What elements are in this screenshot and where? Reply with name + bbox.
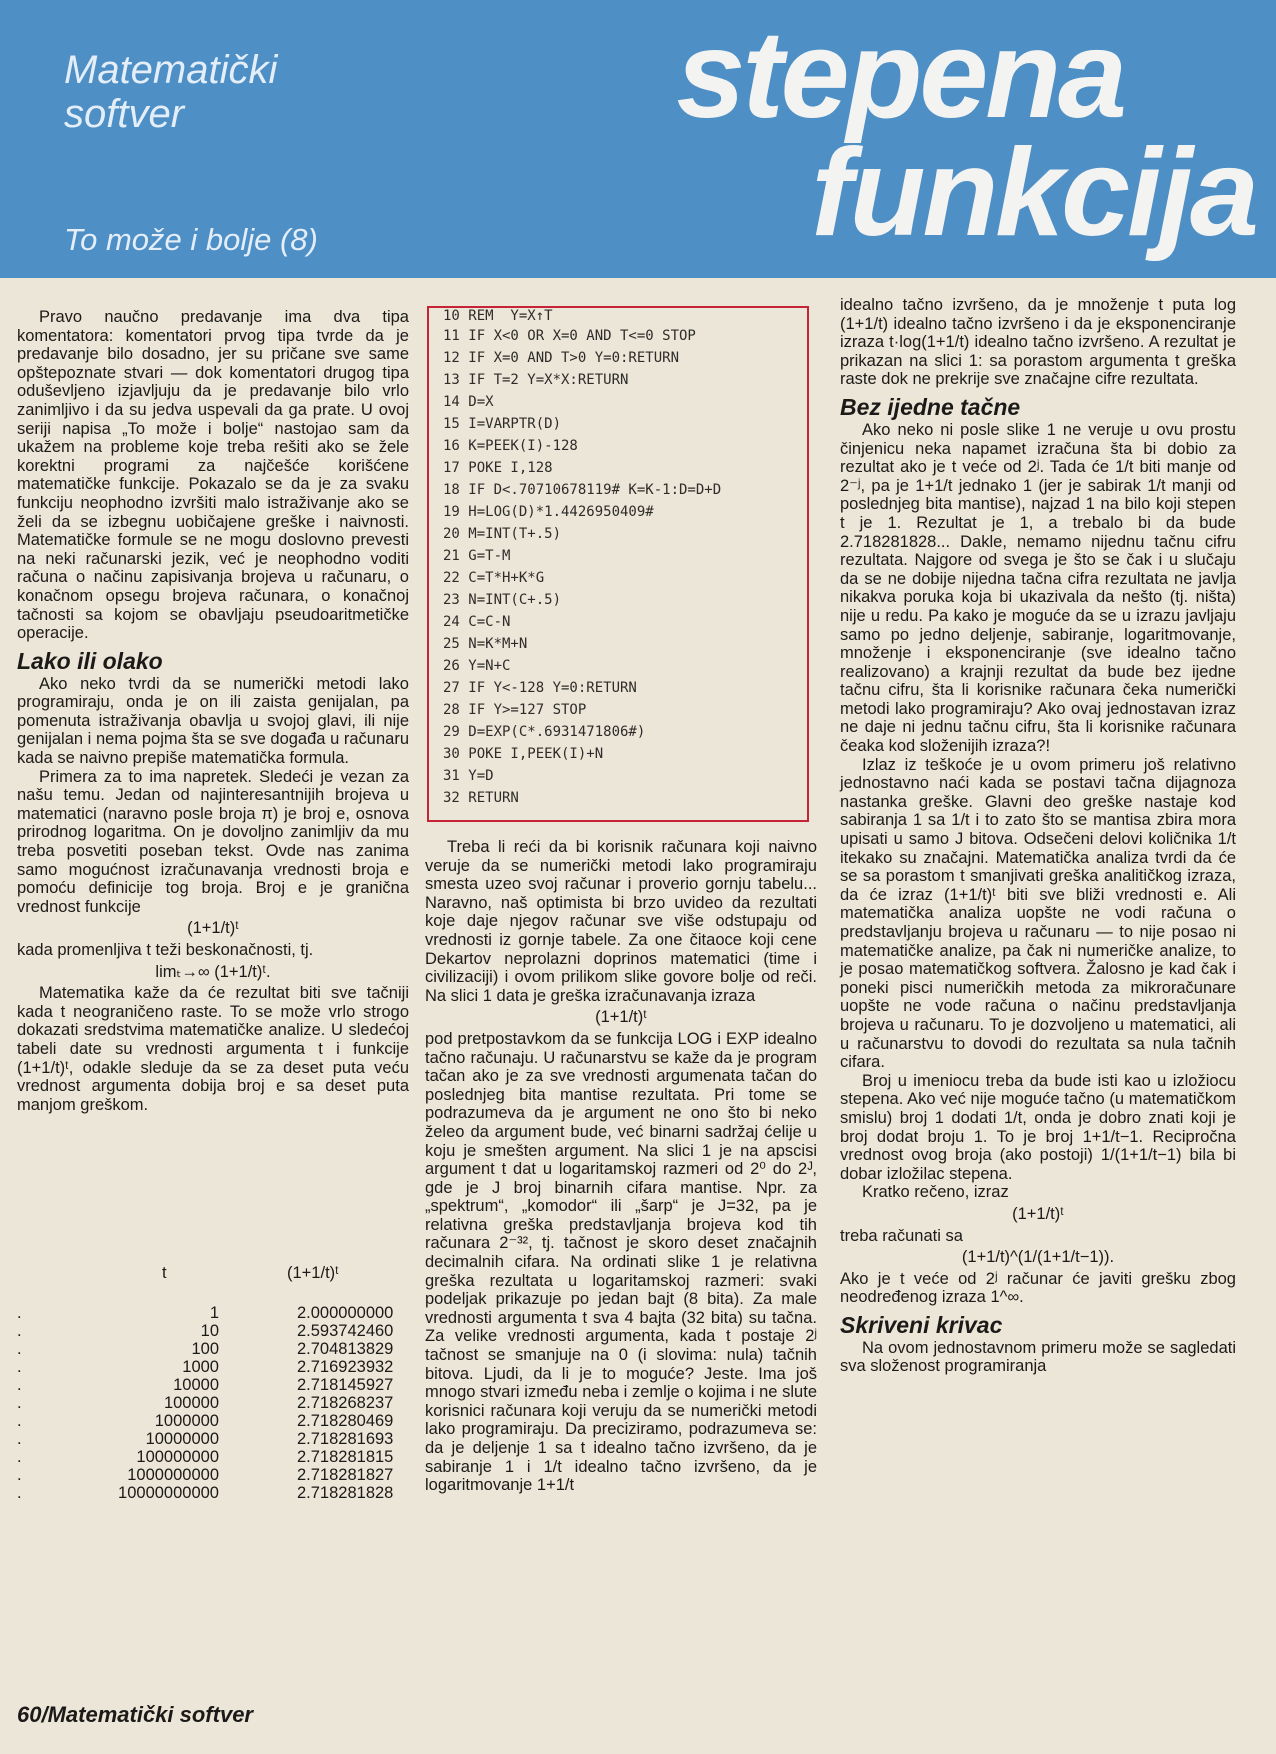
cell-value: 2.718268237: [297, 1394, 394, 1412]
table-row: [17, 1376, 409, 1394]
paragraph: pod pretpostavkom da se funkcija LOG i EXP idealno tačno računaju. U računarstvu se kaže da je program tačan ako je za sve vrednosti argumenata tačan do poslednjeg bita mantise rezultata. Pri tome se podrazumeva da je argument ne ono što bi neko želeo da argument bude, već binarni sadržaj ćelije u koju je smešten argument. Na slici 1 je na apscisi argument t dat u logaritamskoj razmeri od 2⁰ do 2ᴶ, gde je J broj binarnih cifara mantise. Npr. za „spektrum“, „komodor“ ili „šarp“ je J=32, pa je relativna greška predstavljanja brojeva kod tih računara 2⁻³², tj. tačnost je skoro deset značajnih decimalnih cifara. Na ordinati slike 1 je relativna greška rezultata u logaritamskoj razmeri: svaki podeljak prikazuje po jedan bajt (8 bita). Za male vrednosti argumenta t sva 4 bajta (32 bita) su tačna. Za velike vrednosti argumenta, kada t postaje 2ʲ tačnost se smanjuje na 0 (i slovima: nula) tačnih bitova. Ljudi, da li je to moguće? Jeste. Ima još mnogo stvari između neba i zemlje o kojima i ne slute korisnici računara koji veruju da se numerički metodi lako programiraju. Da preciziramo, podrazumeva se: da je deljenje 1 sa t idealno tačno izvršeno, da je sabiranje 1 i 1/t idealno tačno izvršeno, da je logaritmovanje 1+1/t: [425, 1029, 817, 1495]
cell-t: 1000000: [154, 1412, 219, 1430]
code-line: 14 D=X: [443, 394, 494, 410]
cell-t: 100000000: [136, 1448, 219, 1466]
values-table: [17, 1264, 409, 1614]
row-dot: .: [17, 1448, 22, 1466]
column-3: [840, 296, 1236, 1376]
formula: (1+1/t)ᵗ: [595, 1008, 647, 1027]
formula: limₜ→∞ (1+1/t)ᵗ.: [155, 962, 271, 981]
table-row: [17, 1430, 409, 1448]
paragraph: Pravo naučno predavanje ima dva tipa komentatora: komentatori prvog tipa tvrde da je predavanje bilo dosadno, jer su pričane sve same opštepoznate stvari — dok komentatori drugog tipa oduševljeno izjavljuju da je predavanje bilo vrlo zanimljivo i da su jedva uspevali da ga prate. U ovoj seriji napisa „To može i bolje“ nastojao sam da ukažem na probleme koje treba rešiti ako se žele korektni programi za najčešće korišćene matematičke funkcije. Pokazalo se da je za svaku funkciju neophodno izvršiti malo istraživanje ako se želi da se izbegnu uobičajene greške i naivnosti. Matematičke formule se ne mogu doslovno prevesti na neki računarski jezik, već je neophodno voditi računa o načinu zapisivanja brojeva u računaru, o konačnom opsegu brojeva računara, o konačnoj tačnosti sa kojom se obavljaju pseudoaritmetičke operacije.: [17, 308, 409, 643]
code-line: 10 REM Y=X↑T: [443, 308, 553, 324]
article-title-line1: stepena: [676, 6, 1124, 144]
section-title-line1: Matematički: [64, 48, 278, 92]
cell-value: 2.718280469: [297, 1412, 394, 1430]
table-header-t: t: [162, 1264, 167, 1282]
cell-t: 1: [209, 1304, 219, 1322]
code-line: 28 IF Y>=127 STOP: [443, 702, 587, 718]
section-title-line2: softver: [64, 92, 185, 136]
cell-value: 2.000000000: [297, 1304, 394, 1322]
row-dot: .: [17, 1340, 22, 1358]
table-row: [17, 1394, 409, 1412]
paragraph: Matematika kaže da će rezultat biti sve tačniji kada t neograničeno raste. To se može vrlo strogo dokazati sredstvima matematičke analize. U sledećoj tabeli date su vrednosti argumenta t i funkcije (1+1/t)ᵗ, odakle sleduje da se za deset puta veću vrednost argumenta dobija broj e sa deset puta manjom greškom.: [17, 984, 409, 1114]
cell-t: 10000000000: [118, 1484, 219, 1502]
table-row: [17, 1304, 409, 1322]
code-line: 23 N=INT(C+.5): [443, 592, 562, 608]
cell-t: 10000: [173, 1376, 219, 1394]
subheading: Skriveni krivac: [840, 1311, 1003, 1338]
cell-value: 2.718281693: [297, 1430, 394, 1448]
code-line: 25 N=K*M+N: [443, 636, 528, 652]
row-dot: .: [17, 1358, 22, 1376]
cell-t: 1000000000: [127, 1466, 219, 1484]
code-line: 16 K=PEEK(I)-128: [443, 438, 578, 454]
paragraph: Na ovom jednostavnom primeru može se sagledati sva složenost programiranja: [840, 1338, 1236, 1376]
paragraph: Broj u imeniocu treba da bude isti kao u izložiocu stepena. Ako već nije moguće tačno (u matematičkom smislu) broj 1 dodati 1/t, onda je dobro znati koji je broj dodat broju 1. To je broj 1+1/t−1. Recipročna vrednost ovog broja (ako postoji) 1/(1+1/t−1) bila bi dobar izložilac stepena.: [840, 1071, 1236, 1183]
table-row: [17, 1340, 409, 1358]
code-line: 12 IF X=0 AND T>0 Y=0:RETURN: [443, 350, 680, 366]
article-title: [676, 6, 1256, 262]
header-banner: [0, 0, 1276, 278]
subheading: Bez ijedne tačne: [840, 393, 1021, 420]
row-dot: .: [17, 1394, 22, 1412]
code-line: 30 POKE I,PEEK(I)+N: [443, 746, 604, 762]
table-row: [17, 1322, 409, 1340]
code-line: 29 D=EXP(C*.6931471806#): [443, 724, 646, 740]
code-line: 32 RETURN: [443, 790, 519, 806]
code-line: 11 IF X<0 OR X=0 AND T<=0 STOP: [443, 328, 696, 344]
column-1: [17, 308, 409, 1114]
row-dot: .: [17, 1466, 22, 1484]
table-row: [17, 1466, 409, 1484]
cell-t: 100: [191, 1340, 219, 1358]
code-line: 13 IF T=2 Y=X*X:RETURN: [443, 372, 629, 388]
row-dot: .: [17, 1376, 22, 1394]
cell-value: 2.593742460: [297, 1322, 394, 1340]
table-header-function: (1+1/t)ᵗ: [287, 1264, 339, 1282]
paragraph: Ako neko ni posle slike 1 ne veruje u ovu prostu činjenicu neka napamet izračuna šta bi dobio za rezultat ako je t veće od 2ʲ. Tada će 1/t biti manje od 2⁻ʲ, pa je 1+1/t jednako 1 (jer je sabirak 1/t manji od poslednjeg bita mantise), najzad 1 na bilo koji stepen t je 1. Rezultat je 1, a trebalo bi da bude 2.718281828... Dakle, nemamo nijednu tačnu cifru rezultata. Najgore od svega je što se čak i u slučaju da se ne dobije nijedna tačna cifra rezultata ne javlja nikakva poruka koja bi ukazivala da nešto (tj. ništa) nije u redu. Pa kako je moguće da se u izrazu javljaju samo po jedno deljenje, sabiranje, logaritmovanje, množenje i eksponenciranje (sve idealno tačno realizovano) a krajnji rezultat da bude bez ijedne tačnu cifru, šta li korisnike računara čeka numerički metodi lako programiraju? Ako ovaj jednostavan izraz ne daje ni jednu tačnu cifru, šta li korisnike računara čeaka kod složenijih izraza?!: [840, 420, 1236, 756]
table-row: [17, 1412, 409, 1430]
article-title-line2: funkcija: [811, 124, 1256, 262]
table-row: [17, 1484, 409, 1502]
code-line: 26 Y=N+C: [443, 658, 511, 674]
code-line: 18 IF D<.70710678119# K=K-1:D=D+D: [443, 482, 722, 498]
paragraph: kada promenljiva t teži beskonačnosti, tj.: [17, 941, 314, 959]
cell-value: 2.716923932: [297, 1358, 394, 1376]
formula: (1+1/t)^(1/(1+1/t−1)).: [961, 1248, 1115, 1267]
code-line: 31 Y=D: [443, 768, 494, 784]
code-line: 21 G=T-M: [443, 548, 511, 564]
cell-value: 2.718281815: [297, 1448, 394, 1466]
paragraph: Primera za to ima napretek. Sledeći je vezan za našu temu. Jedan od najinteresantnijih brojeva u matematici (naravno posle broja π) je broj e, osnova prirodnog logaritma. On je dovoljno zanimljiv da mu treba posvetiti poseban tekst. Ovde nas zanima samo mogućnost izračunavanja vrednosti broja e pomoću definicije tog broja. Broj e je granična vrednost funkcije: [17, 767, 409, 916]
paragraph: Treba li reći da bi korisnik računara koji naivno veruje da se numerički metodi lako programiraju smesta uzeo svoj računar i proverio gornju tabelu... Naravno, naš optimista bi brzo uvideo da rezultati koje daje njegov računar sve više odstupaju od vrednosti iz gornje tabele. Za one čitaoce koji cene Dekartov neprolazni doprinos matematici (time i civilizaciji) i ovom prilikom slike govore bolje od reči. Na slici 1 data je greška izračunavanja izraza: [425, 838, 817, 1005]
formula: (1+1/t)ᵗ: [187, 919, 239, 938]
row-dot: .: [17, 1412, 22, 1430]
code-line: 27 IF Y<-128 Y=0:RETURN: [443, 680, 637, 696]
code-line: 19 H=LOG(D)*1.4426950409#: [443, 504, 654, 520]
row-dot: .: [17, 1484, 22, 1502]
table-row: [17, 1448, 409, 1466]
row-dot: .: [17, 1322, 22, 1340]
basic-code-listing: [427, 306, 809, 822]
row-dot: .: [17, 1430, 22, 1448]
formula: (1+1/t)ᵗ: [1012, 1204, 1064, 1223]
code-line: 22 C=T*H+K*G: [443, 570, 545, 586]
cell-t: 100000: [163, 1394, 219, 1412]
subheading: Lako ili olako: [17, 647, 163, 674]
cell-t: 10000000: [145, 1430, 219, 1448]
row-dot: .: [17, 1304, 22, 1322]
paragraph: treba računati sa: [840, 1226, 963, 1245]
section-title: [64, 48, 277, 136]
cell-value: 2.718281827: [297, 1466, 394, 1484]
code-line: 24 C=C-N: [443, 614, 511, 630]
code-line: 20 M=INT(T+.5): [443, 526, 562, 542]
page-footer: 60/Matematički softver: [17, 1702, 253, 1727]
paragraph: Kratko rečeno, izraz: [862, 1183, 1009, 1202]
paragraph: Ako je t veće od 2ʲ računar će javiti grešku zbog neodređenog izraza 1^∞.: [840, 1269, 1236, 1307]
paragraph: Izlaz iz teškoće je u ovom primeru još relativno jednostavno naći kada se postavi tačna dijagnoza nastanka greške. Glavni deo greške nastaje kod sabiranja 1 sa 1/t i to zato što se mantisa zbira mora upisati u samo J bitova. Odsečeni delovi količnika 1/t itekako su značajni. Matematička analiza tvrdi da će se sa porastom t smanjivati greška analitičkog izraza, da će izraz (1+1/t)ᵗ biti sve bliži vrednosti e. Ali matematička analiza uopšte ne vodi računa o predstavljanju brojeva u računaru — to nije posao ni matematičke analize, pa čak ni numeričke analize, to je posao matematičkog softvera. Žalosno je kad čak i poneki pisci numeričkih metoda za mikroračunare uopšte ne vode računa o načinu predstavljanja brojeva u računaru. To je dozvoljeno u matematici, ali u računarstvu to dovodi do rezultata sa nula tačnih cifara.: [840, 755, 1236, 1072]
cell-t: 10: [200, 1322, 219, 1340]
cell-value: 2.718281828: [297, 1484, 394, 1502]
table-row: [17, 1358, 409, 1376]
cell-value: 2.718145927: [297, 1376, 394, 1394]
cell-t: 1000: [182, 1358, 219, 1376]
code-line: 15 I=VARPTR(D): [443, 416, 562, 432]
column-2: [425, 838, 817, 1495]
cell-value: 2.704813829: [297, 1340, 394, 1358]
code-line: 17 POKE I,128: [443, 460, 553, 476]
series-name: To može i bolje (8): [64, 222, 318, 257]
paragraph: idealno tačno izvršeno, da je množenje t puta log (1+1/t) idealno tačno izvršeno i da je eksponenciranje izraza t·log(1+1/t) idealno tačno izvršeno. A rezultat je prikazan na slici 1: sa porastom argumenta t greška raste dok ne prekrije sve značajne cifre rezultata.: [840, 296, 1236, 389]
paragraph: Ako neko tvrdi da se numerički metodi lako programiraju, onda je on ili zaista genijalan, pa pomenuta istraživanja obavlja u svojoj glavi, ili nije genijalan i nema pojma šta se sve događa u računaru kada se naivno prepiše matematička formula.: [17, 674, 409, 768]
